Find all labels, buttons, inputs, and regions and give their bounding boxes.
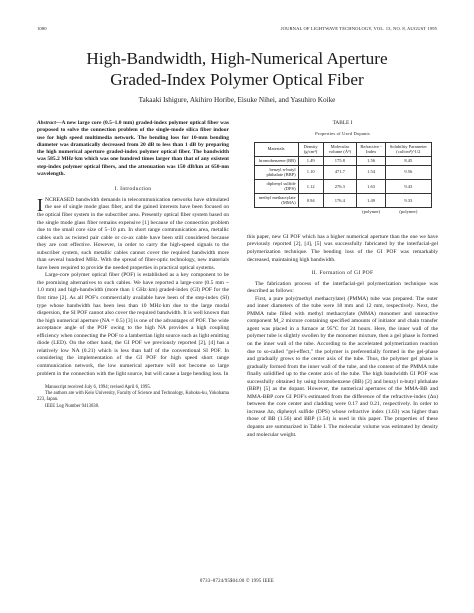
drop-cap: I <box>37 194 43 215</box>
table-cell: 175.8 <box>323 156 356 165</box>
table-row <box>254 165 431 179</box>
right-column <box>247 120 438 439</box>
table-cell: 1.49 <box>357 193 386 207</box>
author-list: Takaaki Ishigure, Akihiro Horibe, Eisuke Nihei, and Yasuhiro Koike <box>138 96 336 104</box>
paper-title <box>30 48 444 90</box>
abstract-text: —A new large core (0.5–1.0 mm) graded-index polymer optical fiber was proposed to solve the connection problem of the single-mode silica fiber indoor use for high speed multimedia network. The bending loss for 10-mm bending diameter was dramatically decreased from 20 dB to less than 1 dB by preparing the high numerical aperture graded-index polymer optical fiber. The bandwidth was 585.2 MHz·km which was one hundred times larger than that of any existent step-index polymer optical fibers, and the attenuation was 150 dB/km at 650-nm wavelength. <box>37 120 229 178</box>
table-cell: 1.12 <box>298 179 323 193</box>
title-line-1: High-Bandwidth, High-Numerical Aperture <box>86 49 388 68</box>
table-cell: 8.45 <box>386 156 431 165</box>
table-cell: diphenyl sulfide (DPS) <box>254 179 298 193</box>
section-heading-formation: II. Formation of GI POF <box>311 270 374 277</box>
table-cell: benzyl n-butyl phthalate (BBP) <box>254 165 298 179</box>
table-cell-empty <box>254 208 298 216</box>
table-footer-cell: (polymer) <box>362 209 381 215</box>
table-header-cell: Refractive -Index <box>357 142 386 156</box>
journal-name: JOURNAL OF LIGHTWAVE TECHNOLOGY, VOL. 13, NO. 8, AUGUST 1995 <box>280 26 437 31</box>
table-cell: methyl methacrylate (MMA) <box>254 193 298 207</box>
title-line-2: Graded-Index Polymer Optical Fiber <box>110 70 364 89</box>
footnote-received: Manuscript received July 6, 1994; revised April 6, 1995. <box>45 385 151 391</box>
footnote-log-number: IEEE Log Number 9413038. <box>45 403 100 409</box>
table-cell: 1.56 <box>357 156 386 165</box>
section-heading-introduction: I. Introduction <box>114 186 152 193</box>
table-cell: 9.43 <box>386 179 431 193</box>
table-cell: 1.54 <box>357 165 386 179</box>
right-paragraph-1: this paper, new GI POF which has a higher numerical aperture than the one we have previously reported [2], [4], [5] was successfully fabricated by the interfacial-gel polymerization technique. The bending loss of the GI POF was remarkably decreased, maintaining high bandwidth. <box>247 233 438 263</box>
table-row <box>254 179 431 193</box>
running-header <box>37 26 437 34</box>
page-number: 1080 <box>37 26 47 31</box>
table-cell-empty <box>323 208 356 216</box>
table-header-cell: Solubility Parameter (cal/cm³)^1/2 <box>386 142 431 156</box>
table-cell: 276.3 <box>323 179 356 193</box>
table-cell: 1.49 <box>298 156 323 165</box>
table-cell-empty <box>298 208 323 216</box>
abstract <box>37 120 229 178</box>
table-title: TABLE I <box>332 120 353 126</box>
footnote-affiliation: The authors are with Keio University, Faculty of Science and Technology, Kohoku-ku, Yokohama 223, Japan. <box>37 391 229 403</box>
abstract-label: Abstract <box>37 120 56 126</box>
footnote <box>37 383 229 410</box>
copyright-line: 0733–8724/95$04.00 © 1995 IEEE <box>199 579 275 584</box>
intro-paragraph-1-text: NCREASED bandwidth demands in telecommunication networks have stimulated the use of single mode glass fiber, and the gained interests have been focused on the optical fiber system in the subscriber area. Presently optical fiber system based on the single mode glass fiber remains expensive [1] because of the connection problem due to the small core size of 5–10 μm. In short range communication area, metallic cables such as twisted pair cable or co-ax cable have been still considered because they are cost effective. However, in order to carry the high-speed signals to the subscriber system, such metallic cables cannot cover the required bandwidth more than several hundred MHz. With the spread of fiber-optic technology, new materials have been required to provide the needed properties in practical optical systems. <box>37 196 229 271</box>
table-footer-row <box>254 208 431 216</box>
intro-paragraph-2: Large-core polymer optical fiber (POF) is established as a key component to be the promising alternatives to such cables. We have reported a large-core (0.5 mm ~ 1.0 mm) and high-bandwidth (more than 1 GHz·km) graded-index (GI) POF for the first time [2]. As all POF's commercially available have been of the step-index (SI) type whose bandwidth has been less than 10 MHz·km due to the large modal dispersion, the SI POF cannot also cover the required bandwidth. It is well known that the high numerical aperture (NA = 0.5) [3] is one of the advantages of POF. The wide acceptance angle of the POF owing to the high NA provides a high coupling efficiency when connecting the POF to a lambertian light source such as light emitting diode (LED). On the other hand, the GI POF we previously reported [2], [4] has a relatively low NA (0.21) which is less than half of the conventional SI POF. In considering the implementation of the GI POF for high speed short range communication network, the low numerical aperture will not become so large problem in the connection with the light source, but will cause a large bending loss. In <box>37 272 229 377</box>
left-column <box>37 120 229 410</box>
table-cell: 9.56 <box>386 165 431 179</box>
table-cell: 9.33 <box>386 193 431 207</box>
table-header-row <box>254 142 431 156</box>
table-header-cell: Materials <box>254 142 298 156</box>
table-footer-cell: (polymer) <box>399 209 418 215</box>
right-paragraph-2: The fabrication process of the interfacial-gel polymerization technique was described as follows: <box>247 280 438 295</box>
table-cell: bromobenzene (BB) <box>254 156 298 165</box>
dopant-properties-table <box>254 142 432 216</box>
table-cell: 0.94 <box>298 193 323 207</box>
table-cell: 176.4 <box>323 193 356 207</box>
table-cell: 471.7 <box>323 165 356 179</box>
table-row <box>254 156 431 165</box>
right-paragraph-3: First, a pure poly(methyl methacrylate) (PMMA) tube was prepared. The outer and inner diameters of the tube were 18 mm and 12 mm, respectively. Next, the PMMA tube filled with methyl methacrylate (MMA) monomer and unreactive component M_2 mixture containing specified amounts of initiator and chain transfer agent was placed in a furnace at 95°C for 24 hours. Here, the inner wall of the polymer tube is slightly swollen by the monomer mixture, then a gel phase is formed on the inner wall of the tube. According to the accelerated polymerization reaction due to so-called "gel-effect," the polymer is preferentially formed in the gel-phase and gradually grows to the center axis of the tube. Thus, the polymer gel phase is gradually formed from the inner wall of the tube, and the content of the PMMA tube finally solidified up to the center axis of the tube. The high bandwidth GI POF was successfully obtained by using bromobenzene (BB) [2] and benzyl n-butyl phthalate (BBP) [5] as the dopant. However, the numerical apertures of the MMA-BB and MMA-BBP core GI POF's estimated from the difference of the refractive-index (Δn) between the core center and cladding were 0.17 and 0.21, respectively. In order to increase Δn, diphenyl sulfide (DPS) whose refractive index (1.63) was higher than those of BB (1.56) and BBP (1.54) is used in this paper. The properties of these dopants are summarized in Table I. The molecular volume was estimated by density and molecular weight. <box>247 295 438 438</box>
table-cell: 1.63 <box>357 179 386 193</box>
intro-paragraph-1 <box>37 194 229 272</box>
table-header-cell: Molecular volume (Å³) <box>323 142 356 156</box>
table-cell: 1.10 <box>298 165 323 179</box>
table-header-cell: Density (g/cm³) <box>298 142 323 156</box>
table-row <box>254 193 431 207</box>
table-subtitle: Properties of Used Dopants <box>315 131 370 136</box>
